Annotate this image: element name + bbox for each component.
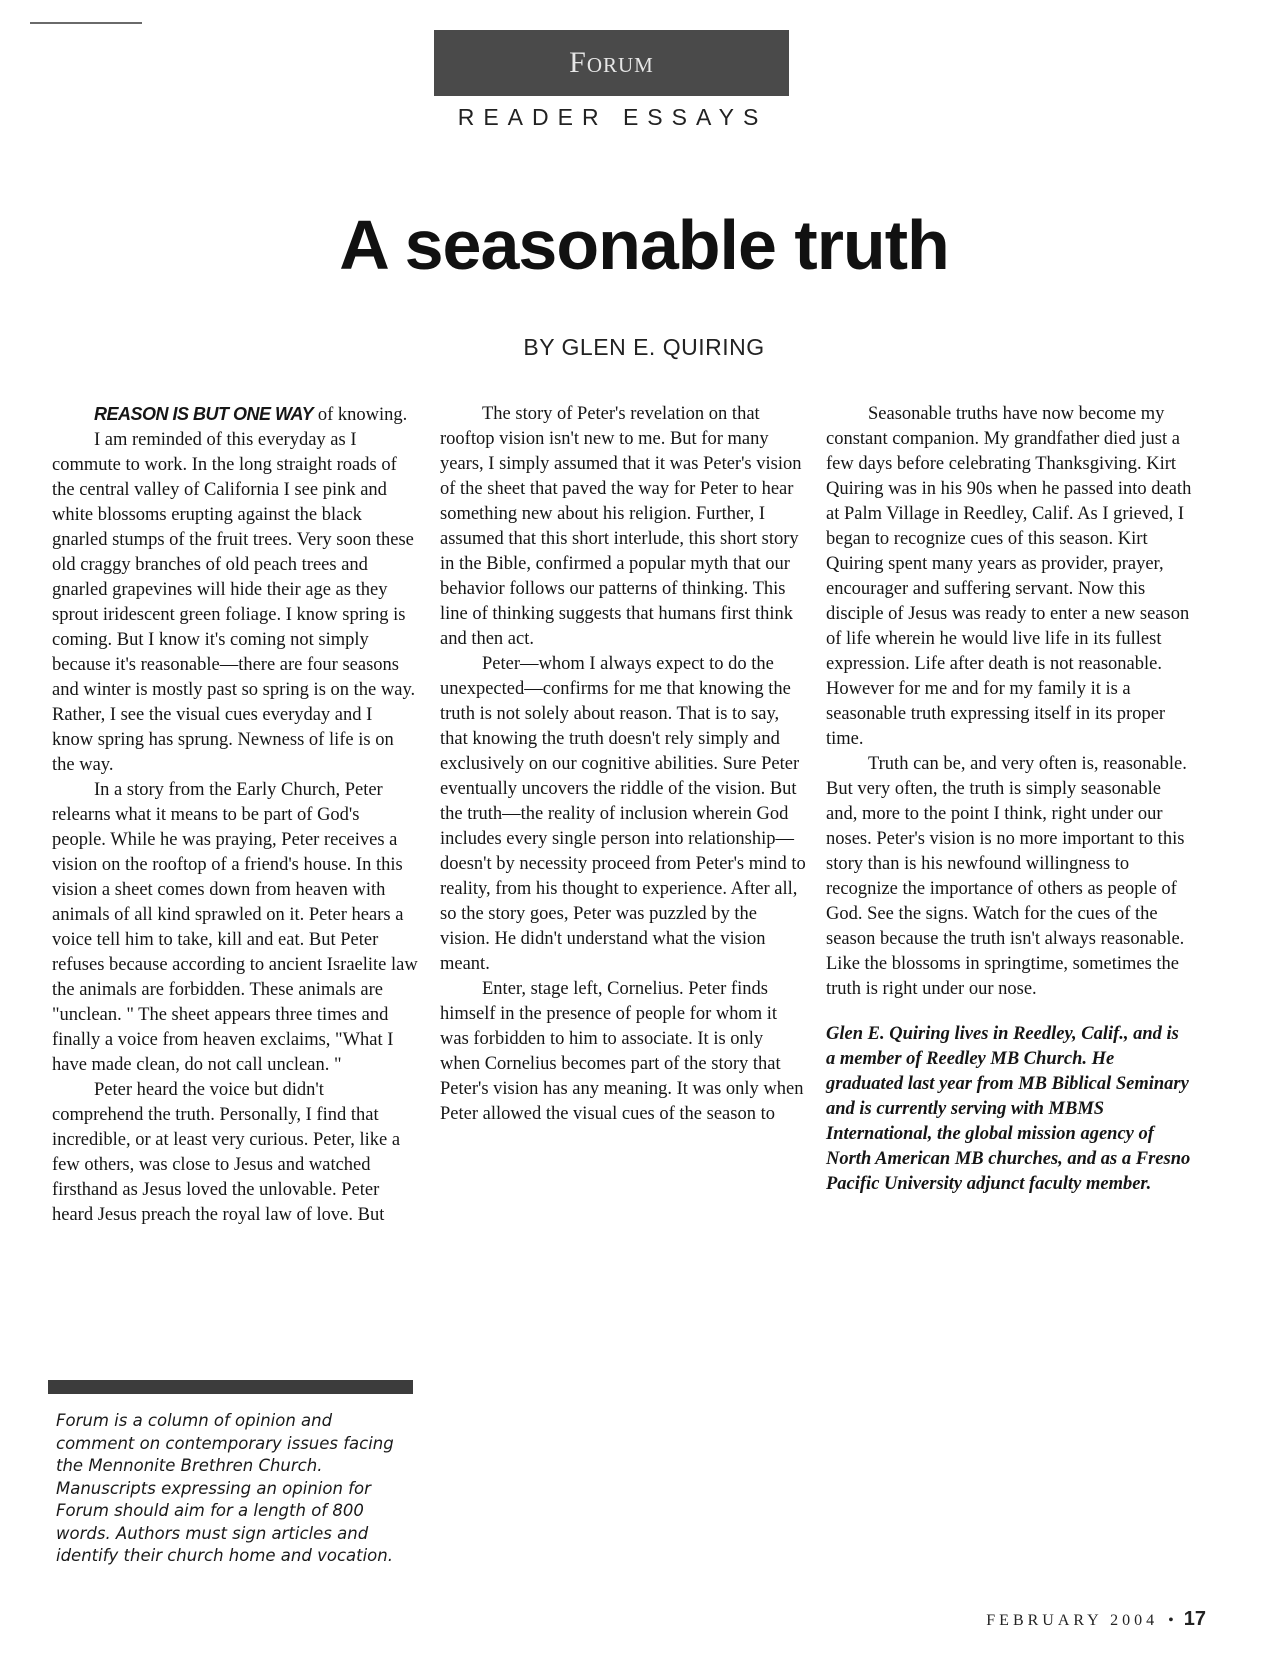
body-paragraph: The story of Peter's revelation on that rooftop vision isn't new to me. But for many years, I simply assumed that it was Peter's vision of the sheet that paved the way for Peter to hear something new about his religion. Further, I assumed that this short interlude, this short story in the Bible, confirmed a popular myth that our behavior follows our patterns of thinking. This line of thinking suggests that humans first think and then act. <box>440 404 802 649</box>
article-title: A seasonable truth <box>339 206 949 284</box>
body-paragraph: Peter—whom I always expect to do the unexpected—confirms for me that knowing the truth is not solely about reason. That is to say, that knowing the truth doesn't rely simply and exclusively on our cognitive abilities. Sure Peter eventually uncovers the riddle of the vision. But the truth—the reality of inclusion wherein God includes every single person into relationship—doesn't by necessity proceed from Peter's mind to reality, from his thought to experience. After all, so the story goes, Peter was puzzled by the vision. He didn't understand what the vision meant. <box>440 654 806 974</box>
author-bio: Glen E. Quiring lives in Reedley, Calif., and is a member of Reedley MB Church. He graduated last year from MB Biblical Seminary and is currently serving with MBMS International, the global mission agency of North American MB churches, and as a Fresno Pacific University adjunct faculty member. <box>826 1024 1191 1194</box>
body-paragraph: Enter, stage left, Cornelius. Peter finds himself in the presence of people for whom it was forbidden to him to associate. It is only when Cornelius becomes part of the story that Peter's vision has any meaning. It was only when Peter allowed the visual cues of the season to <box>440 979 804 1124</box>
body-paragraph <box>52 1078 418 1228</box>
body-paragraph-text: Peter heard the voice but didn't comprehend the truth. Personally, I find that incredible, or at least very curious. Peter, like a few others, was close to Jesus and watched firsthand as Jesus loved the unlovable. Peter heard Jesus preach the royal law of love. But <box>52 1080 401 1225</box>
body-paragraph: Seasonable truths have now become my constant companion. My grandfather died just a few days before celebrating Thanksgiving. Kirt Quiring was in his 90s when he passed into death at Palm Village in Reedley, Calif. As I grieved, I began to recognize cues of this season. Kirt Quiring spent many years as provider, prayer, encourager and suffering servant. Now this disciple of Jesus was ready to enter a new season of life wherein he would live life in its fullest expression. Life after death is not reasonable. However for me and for my family it is a seasonable truth expressing itself in its proper time. <box>826 404 1192 749</box>
forum-banner: Forum <box>434 30 789 96</box>
top-left-rule <box>30 22 142 24</box>
note-divider-bar <box>48 1380 413 1394</box>
body-paragraph: In a story from the Early Church, Peter relearns what it means to be part of God's people. While he was praying, Peter receives a vision on the rooftop of a friend's house. In this vision a sheet comes down from heaven with animals of all kind sprawled on it. Peter hears a voice tell him to take, kill and eat. But Peter refuses because according to ancient Israelite law the animals are forbidden. These animals are "unclean. " The sheet appears three times and finally a voice from heaven exclaims, "What I have made clean, do not call unclean. " <box>52 780 418 1075</box>
page-footer <box>906 1608 1206 1631</box>
lead-rest: of knowing. <box>313 405 408 425</box>
byline: BY GLEN E. QUIRING <box>523 334 765 360</box>
column-3 <box>826 402 1192 1197</box>
column-2 <box>440 402 806 1127</box>
body-paragraph: I am reminded of this everyday as I commute to work. In the long straight roads of the central valley of California I see pink and white blossoms erupting against the black gnarled stumps of the fruit trees. Very soon these old craggy branches of old peach trees and gnarled grapevines will hide their age as they sprout iridescent green foliage. I know spring is coming. But I know it's coming not simply because it's reasonable—there are four seasons and winter is mostly past so spring is on the way. Rather, I see the visual cues everyday and I know spring has sprung. Newness of life is on the way. <box>52 430 416 775</box>
footer-separator: • <box>1168 1612 1174 1629</box>
lead-paragraph <box>52 402 418 428</box>
body-paragraph: Truth can be, and very often is, reasonable. But very often, the truth is simply seasonable and, more to the point I think, right under our noses. Peter's vision is no more important to this story than is his newfound willingness to recognize the importance of others as people of God. See the signs. Watch for the cues of the season because the truth isn't always reasonable. Like the blossoms in springtime, sometimes the truth is right under our nose. <box>826 754 1187 999</box>
column-1 <box>52 402 418 1228</box>
issue-date: FEBRUARY 2004 <box>986 1612 1159 1629</box>
lead-in: REASON IS BUT ONE WAY <box>94 404 314 424</box>
forum-column-note: Forum is a column of opinion and comment on contemporary issues facing the Mennonite Brethren Church. Manuscripts expressing an opinion for Forum should aim for a length of 800 words. Authors must sign articles and identify their church home and vocation. <box>56 1411 394 1565</box>
page-number: 17 <box>1183 1608 1206 1630</box>
section-label: READER ESSAYS <box>457 104 768 130</box>
